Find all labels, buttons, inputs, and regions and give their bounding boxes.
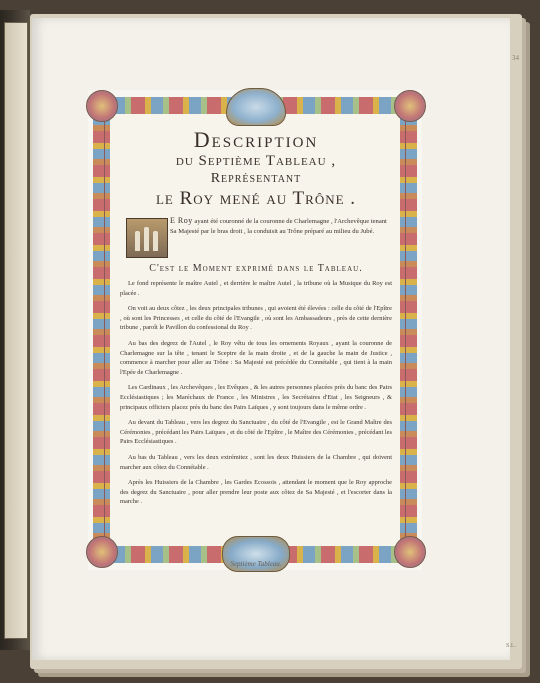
subheading: C'est le Moment exprimé dans le Tableau.: [149, 263, 363, 274]
plate-caption: Septième Tableau.: [230, 560, 282, 568]
crest-cartouche-top: [226, 88, 286, 126]
title-line-1: Description: [193, 127, 319, 152]
intro-block: [120, 216, 392, 260]
intro-text: [170, 216, 392, 237]
paragraph: Le fond représente le maître Autel , et derrière le maître Autel , la tribune où la Musique du Roy est placée .: [120, 280, 392, 297]
folio-number: 34: [512, 54, 519, 62]
paragraph: Après les Huissiers de la Chambre , les Gardes Ecossois , attendant le moment que le Roy approche des degrez du Sanctuaire , pour aller prendre leur poste aux côtez de Sa Majesté , et l'escorter dans la marche .: [120, 479, 392, 506]
paragraph: Au devant du Tableau , vers les degrez du Sanctuaire , du côté de l'Evangile , est le Grand Maître des Cérémonies , précédant les Pairs Laïques , et du côté de l'Epître , le Maître des Cérémonies , précédant les Pairs Ecclésiastiques .: [120, 419, 392, 446]
paragraph: Au bas du Tableau , vers les deux extrémitez , sont les deux Huissiers de la Chambre , qui doivent marcher aux côtez du Connétable .: [120, 453, 392, 471]
intro-rest: ayant été couronné de la couronne de Charlemagne , l'Archevêque tenant Sa Majesté par le bras droit , la conduisit au Trône préparé au milieu du Jubé.: [170, 218, 387, 235]
title-line-3: Représentant: [210, 171, 302, 186]
paragraph: Les Cardinaux , les Archevêques , les Evêques , & les autres personnes placées près du banc des Pairs Ecclésiastiques ; les Maréchaux de France , les Ministres , les Secrétaires d'Etat , les Seigneurs , & principaux officiers placez près du banc des Pairs Laïques , y sont toujours dans le même ordre .: [120, 384, 392, 411]
corner-rosette-top-right: [394, 90, 426, 122]
previous-page-edge: [4, 22, 28, 639]
paragraph: Au bas des degrez de l'Autel , le Roy vêtu de tous les ornements Royaux , ayant la couronne de Charlemagne sur la tête , tenant le Sceptre de la main droite , et de la gauche la main de Justice , commence à marcher pour aller au Trône : Sa Majesté est précédée du Connétable , qui tient à la main l'Epée de Charlemagne .: [120, 339, 392, 376]
illustrated-initial: [126, 218, 168, 258]
paragraph: On voit au deux côtez , les deux principales tribunes , qui avoient été élevées : celle du côté de l'Epître , où sont les Princesses , et celle du côté de l'Evangile , où sont les Ambassadeurs , près de cette dernière tribune , paroît le Pavillon du confessional du Roy .: [120, 305, 392, 332]
corner-mark: S.L.: [506, 643, 517, 649]
title-line-4: le Roy mené au Trône .: [155, 188, 357, 209]
corner-rosette-top-left: [86, 90, 118, 122]
corner-rosette-bottom-left: [86, 536, 118, 568]
plate-text: [120, 128, 392, 513]
intro-lead: E Roy: [170, 216, 193, 225]
corner-rosette-bottom-right: [394, 536, 426, 568]
title-line-2: du Septième Tableau ,: [175, 153, 337, 169]
